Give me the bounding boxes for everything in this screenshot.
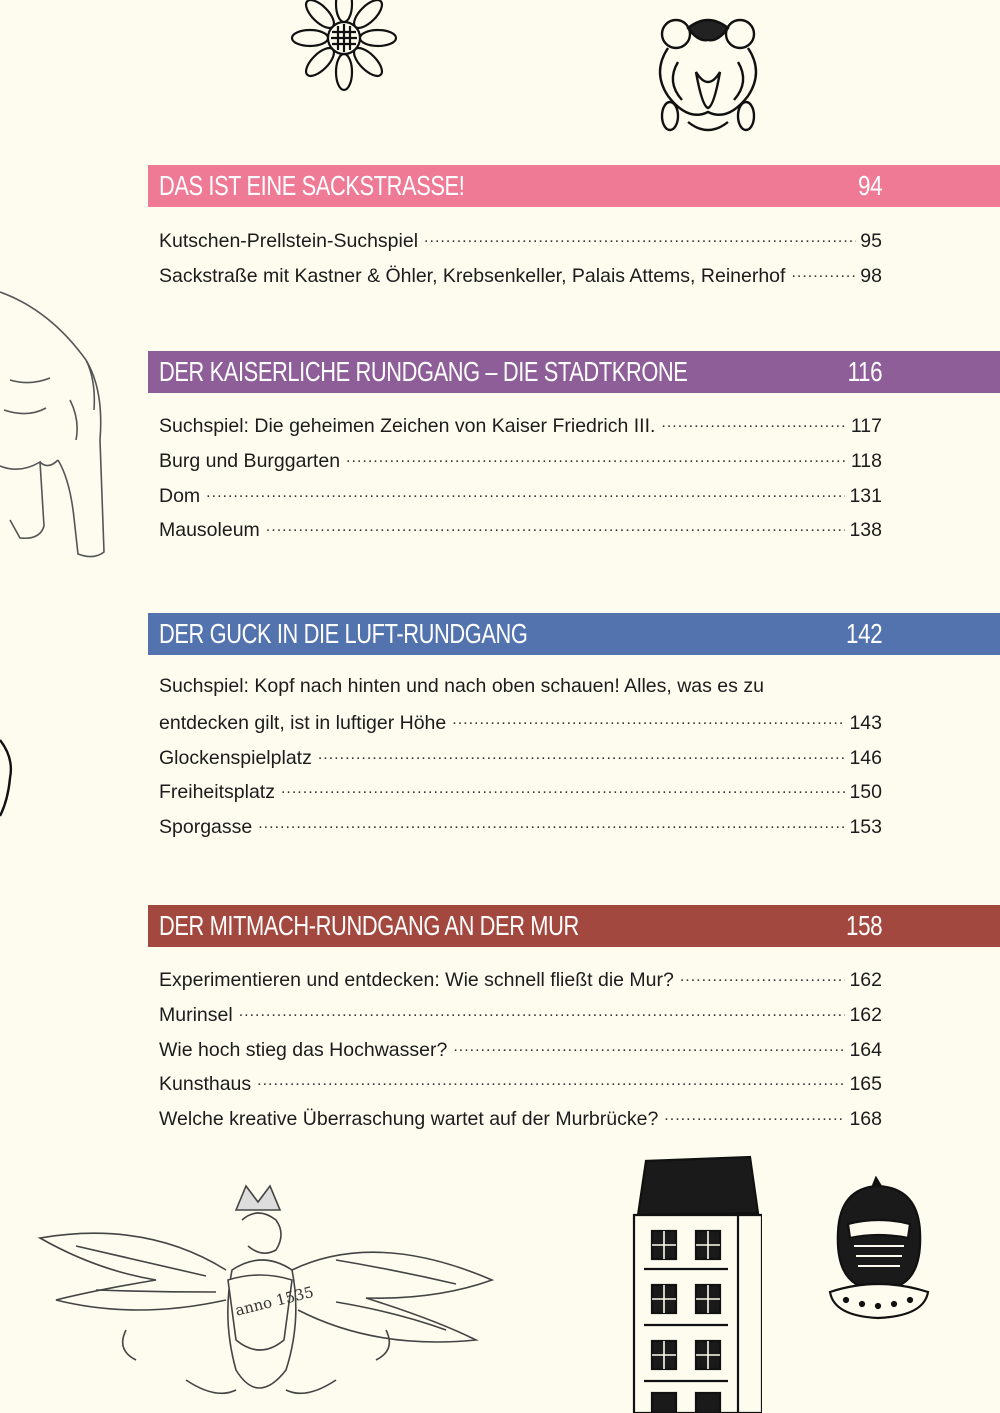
dot-leader (346, 448, 847, 467)
toc-section-2 (148, 351, 1000, 542)
entry-page: 131 (849, 484, 882, 507)
entry-page: 162 (849, 1003, 882, 1026)
knight-helmet-icon (828, 1176, 930, 1322)
toc-entry[interactable] (159, 779, 882, 814)
dot-leader (453, 1037, 845, 1056)
door-knocker-icon (648, 12, 768, 138)
toc-entry[interactable] (159, 814, 882, 849)
dot-leader (791, 263, 856, 282)
entry-page: 146 (849, 746, 882, 769)
toc-entry[interactable] (159, 675, 882, 710)
toc-section-1 (148, 165, 1000, 287)
section-header (148, 351, 1000, 393)
toc-entry[interactable] (159, 1002, 882, 1037)
entry-label: Murinsel (159, 1003, 233, 1026)
entry-label: Kunsthaus (159, 1073, 252, 1096)
dot-leader (266, 517, 846, 536)
section-header (148, 613, 1000, 655)
section-title: DER KAISERLICHE RUNDGANG – DIE STADTKRONE (159, 356, 688, 387)
entry-page: 165 (849, 1073, 882, 1096)
entry-page: 117 (850, 415, 882, 437)
entry-label: Sporgasse (159, 816, 253, 839)
bear-paw-edge-icon (0, 738, 14, 818)
entry-label: Kutschen-Prellstein-Suchspiel (159, 230, 419, 252)
toc-section-4 (148, 905, 1000, 1131)
entry-label: Wie hoch stieg das Hochwasser? (159, 1038, 448, 1061)
section-title: DAS IST EINE SACKSTRASSE! (159, 170, 465, 201)
toc-entry[interactable] (159, 517, 882, 552)
entry-label: Dom (159, 484, 201, 507)
entry-label: Sackstraße mit Kastner & Öhler, Krebsenkeller, Palais Attems, Reinerhof (159, 264, 786, 287)
section-page-number: 142 (845, 618, 882, 649)
entry-label: entdecken gilt, ist in luftiger Höhe (159, 711, 447, 734)
section-header (148, 165, 1000, 207)
dot-leader (661, 413, 847, 432)
dot-leader (452, 710, 845, 729)
entry-label: Experimentieren und entdecken: Wie schnell fließt die Mur? (159, 969, 674, 991)
toc-entries (159, 228, 882, 298)
toc-entry[interactable] (159, 710, 882, 745)
dot-leader (664, 1106, 845, 1125)
dot-leader (239, 1002, 846, 1021)
toc-entry[interactable] (159, 413, 882, 448)
section-header (148, 905, 1000, 947)
dot-leader (258, 814, 845, 833)
section-title: DER MITMACH-RUNDGANG AN DER MUR (159, 910, 579, 941)
dot-leader (257, 1071, 845, 1090)
section-page-number: 116 (847, 356, 882, 387)
eagle-shield-text: anno 1535 (233, 1282, 316, 1320)
entry-page: 168 (849, 1108, 882, 1131)
eagle-coat-of-arms-icon (36, 1180, 496, 1413)
toc-section-3 (148, 613, 1000, 839)
entry-page: 118 (850, 449, 882, 472)
house-icon (628, 1155, 762, 1413)
entry-label: Welche kreative Überraschung wartet auf der Murbrücke? (159, 1108, 659, 1131)
toc-entries (159, 413, 882, 552)
entry-label: Suchspiel: Die geheimen Zeichen von Kaiser Friedrich III. (159, 415, 656, 437)
entry-page: 138 (849, 519, 882, 542)
dot-leader (318, 745, 846, 764)
section-page-number: 158 (845, 910, 882, 941)
entry-page: 162 (849, 969, 882, 991)
entry-page: 98 (860, 264, 882, 287)
dot-leader (206, 483, 845, 502)
toc-entry[interactable] (159, 448, 882, 483)
entry-label: Glockenspielplatz (159, 746, 312, 769)
entry-page: 95 (860, 230, 882, 252)
toc-entry[interactable] (159, 745, 882, 780)
entry-page: 153 (849, 816, 882, 839)
dot-leader (281, 779, 845, 798)
dot-leader (424, 228, 856, 247)
toc-entry[interactable] (159, 967, 882, 1002)
toc-entry[interactable] (159, 228, 882, 263)
entry-page: 150 (849, 781, 882, 804)
section-page-number: 94 (857, 170, 882, 201)
entry-label: Burg und Burggarten (159, 449, 341, 472)
dot-leader (680, 967, 846, 986)
entry-label: Suchspiel: Kopf nach hinten und nach oben schauen! Alles, was es zu (159, 675, 764, 697)
entry-label: Mausoleum (159, 519, 260, 542)
entry-label: Freiheitsplatz (159, 781, 275, 804)
entry-page: 164 (849, 1038, 882, 1061)
toc-entries (159, 675, 882, 849)
entry-page: 143 (849, 711, 882, 734)
toc-entry[interactable] (159, 1071, 882, 1106)
bear-icon (0, 290, 112, 560)
toc-entry[interactable] (159, 483, 882, 518)
flower-icon (282, 0, 406, 92)
toc-entry[interactable] (159, 263, 882, 298)
toc-entry[interactable] (159, 1106, 882, 1141)
toc-entry[interactable] (159, 1037, 882, 1072)
section-title: DER GUCK IN DIE LUFT-RUNDGANG (159, 618, 528, 649)
toc-entries (159, 967, 882, 1141)
